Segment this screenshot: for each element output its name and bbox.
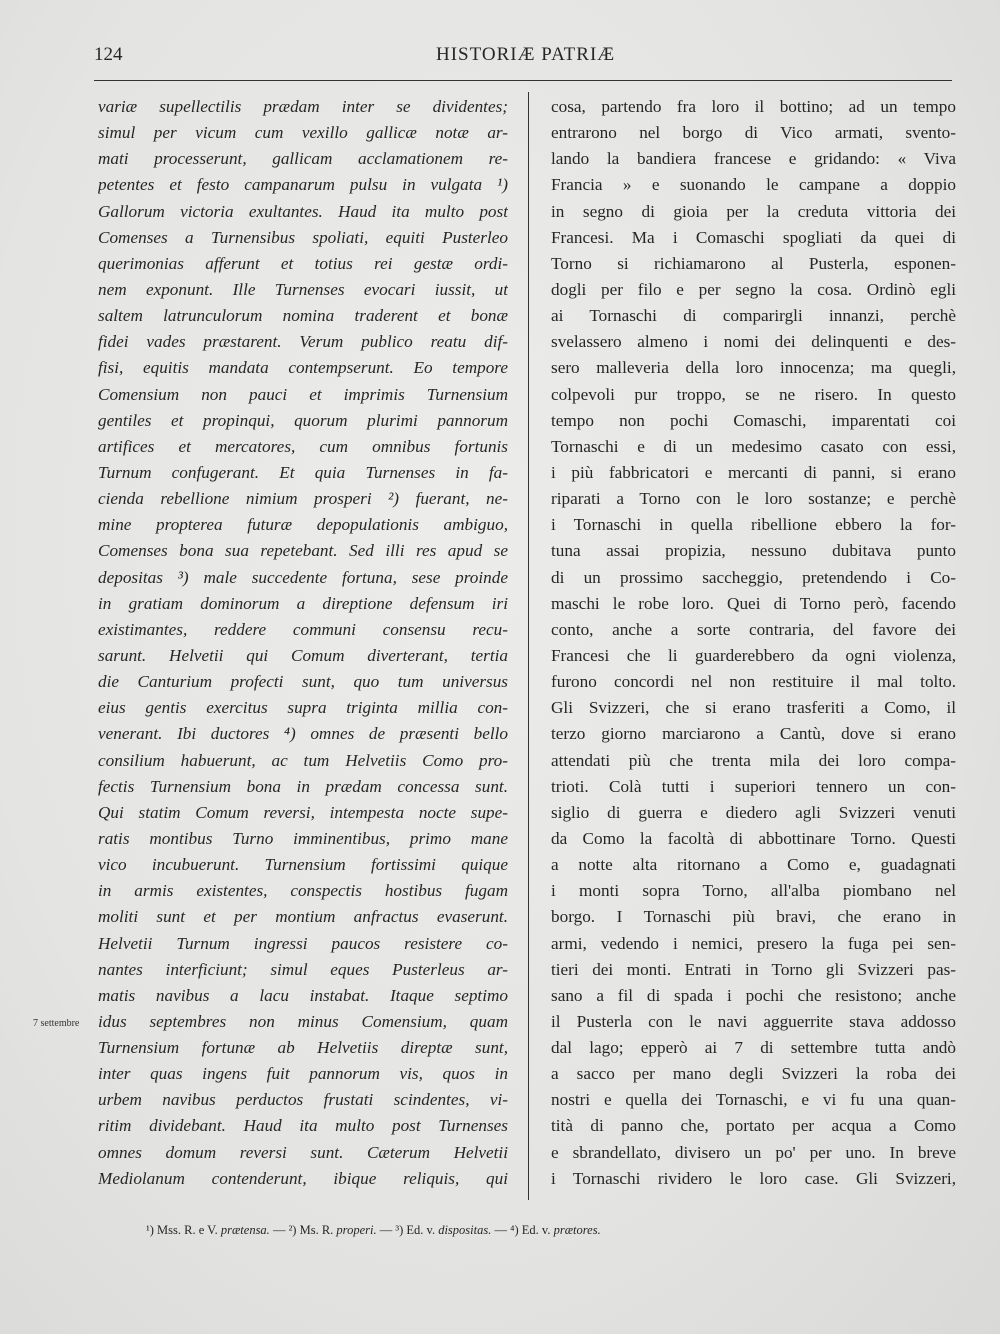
latin-text-line: urbem navibus perductos frustati scindentes, vi- <box>98 1090 508 1110</box>
latin-text-line: Comenses a Turnensibus spoliati, equiti Pusterleo <box>98 227 508 247</box>
italian-text-line: cosa, partendo fra loro il bottino; ad un tempo <box>551 97 956 116</box>
footnote-1-source: ¹) Mss. R. e V. <box>146 1223 218 1237</box>
latin-text-line: in armis existentes, conspectis hostibus fugam <box>98 881 508 901</box>
italian-text-line: entrarono nel borgo di Vico armati, svento- <box>551 123 956 143</box>
italian-text-line: tità di panno che, portato per acqua a Como <box>551 1116 956 1136</box>
latin-text-line: mine propterea futuræ depopulationis ambiguo, <box>98 515 508 535</box>
footnote-3-source: ³) Ed. v. <box>395 1223 436 1237</box>
italian-text-line: terzo giorno marciarono a Cantù, dove si erano <box>551 724 956 744</box>
column-divider <box>528 92 529 1200</box>
italian-text-line: conto, anche a sorte contraria, del favore dei <box>551 619 956 639</box>
footnote-separator: — <box>272 1223 286 1237</box>
margin-note: 7 settembre <box>33 1018 80 1029</box>
italian-text-line: lando la bandiera francese e gridando: « Viva <box>551 149 956 169</box>
italian-column <box>551 94 956 1192</box>
italian-text-line: Tornaschi e di un medesimo casato con essi, <box>551 436 956 456</box>
latin-text-line: existimantes, reddere communi consensu recu- <box>98 619 508 639</box>
italian-text-line: Francesi. Ma i Comaschi spogliati da quei di <box>551 227 956 247</box>
latin-text-line: artifices et mercatores, cum omnibus fortunis <box>98 436 508 456</box>
italian-text-line: borgo. I Tornaschi più bravi, che erano in <box>551 907 956 927</box>
latin-text-line: matis navibus a lacu instabat. Itaque septimo <box>98 985 508 1005</box>
italian-text-line: e sbrandellato, divisero un po' per uno. In breve <box>551 1142 956 1162</box>
latin-text-line: saltem latrunculorum nomina traderent et bonæ <box>98 306 508 326</box>
latin-text-line: Helvetii Turnum ingressi paucos resistere co- <box>98 933 508 953</box>
footnote-4-source: ⁴) Ed. v. <box>510 1223 551 1237</box>
page-number: 124 <box>94 44 123 65</box>
italian-text-line: tuna assai propizia, nessuno dubitava punto <box>551 541 956 561</box>
italian-text-line: sero malleveria della loro innocenza; ma quegli, <box>551 358 956 378</box>
italian-text-line: sano a fil di spada i pochi che resistono; anche <box>551 985 956 1005</box>
latin-text-line: variæ supellectilis prædam inter se dividentes; <box>98 97 508 116</box>
italian-text-line: ai Tornaschi di comparirgli innanzi, perchè <box>551 306 956 326</box>
latin-text-line: cienda rebellione nimium prosperi ²) fuerant, ne- <box>98 489 508 509</box>
italian-text-line: Gli Svizzeri, che si erano trasferiti a Como, il <box>551 698 956 718</box>
latin-text-line: consilium habuerunt, ac tum Helvetiis Como pro- <box>98 750 508 770</box>
italian-text-line: da Como la facoltà di abbottinare Torno. Questi <box>551 828 956 848</box>
italian-text-line: i più fabbricatori e mercanti di panni, si erano <box>551 462 956 482</box>
latin-text-line: moliti sunt et per montium anfractus evaserunt. <box>98 907 508 927</box>
italian-text-line: a sacco per mano degli Svizzeri la roba dei <box>551 1064 956 1084</box>
latin-text-line: Turnum confugerant. Et quia Turnenses in fa- <box>98 462 508 482</box>
latin-column <box>98 94 508 1192</box>
italian-text-line: i Tornaschi rividero le loro case. Gli Svizzeri, <box>551 1168 956 1188</box>
italian-text-line: armi, vedendo i nemici, presero la fuga pei sen- <box>551 933 956 953</box>
latin-text-line: querimonias afferunt et totius rei gestæ ordi- <box>98 253 508 273</box>
italian-text-line: trioti. Colà tutti i superiori tennero un con- <box>551 776 956 796</box>
latin-text-line: venerant. Ibi ductores ⁴) omnes de præsenti bello <box>98 724 508 744</box>
italian-text-line: svelassero almeno i nomi dei delinquenti e des- <box>551 332 956 352</box>
latin-text-line: Gallorum victoria exultantes. Haud ita multo post <box>98 201 508 221</box>
latin-text-line: idus septembres non minus Comensium, quam <box>98 1011 508 1031</box>
italian-text-line: riparati a Torno con le loro sostanze; e perchè <box>551 489 956 509</box>
italian-text-line: maschi le robe loro. Quei di Torno però, facendo <box>551 593 956 613</box>
latin-text-line: Mediolanum contenderunt, ibique reliquis, qui <box>98 1168 508 1188</box>
italian-text-line: nostri e quella dei Tornaschi, e vi fu una quan- <box>551 1090 956 1110</box>
latin-text-line: nantes interficiunt; simul eques Pusterleus ar- <box>98 959 508 979</box>
latin-text-line: ratis montibus Turno imminentibus, primo mane <box>98 828 508 848</box>
latin-text-line: fisi, equitis mandata contempserunt. Eo tempore <box>98 358 508 378</box>
italian-text-line: tieri dei monti. Entrati in Torno gli Svizzeri pas- <box>551 959 956 979</box>
italian-text-line: Francesi che li guarderebbero da ogni violenza, <box>551 645 956 665</box>
footnote-separator: — <box>494 1223 507 1237</box>
italian-text-line: dogli per filo e per segno la cosa. Ordinò egli <box>551 279 956 299</box>
footnote-1-reading: prætensa. <box>220 1223 270 1237</box>
italian-text-line: dal lago; epperò ai 7 di settembre tutta andò <box>551 1038 956 1058</box>
latin-text-line: Turnensium fortunæ ab Helvetiis direptæ sunt, <box>98 1038 508 1058</box>
italian-text-line: attendati più che trenta mila dei loro compa- <box>551 750 956 770</box>
italian-text-line: il Pusterla con le navi agguerrite stava addosso <box>551 1011 956 1031</box>
latin-text-line: in gratiam dominorum a direptione defensum iri <box>98 593 508 613</box>
latin-text-line: nem exponunt. Ille Turnenses evocari iussit, ut <box>98 279 508 299</box>
italian-text-line: siglio di guerra e diedero agli Svizzeri venuti <box>551 802 956 822</box>
latin-text-line: Qui statim Comum reversi, intempesta nocte supe- <box>98 802 508 822</box>
latin-text-line: mati processerunt, gallicam acclamationem re- <box>98 149 508 169</box>
latin-text-line: petentes et festo campanarum pulsu in vulgata ¹) <box>98 175 508 195</box>
header-rule <box>94 80 952 81</box>
latin-text-line: vico incubuerunt. Turnensium fortissimi quique <box>98 855 508 875</box>
page-header <box>94 44 954 76</box>
italian-text-line: i Tornaschi in quella ribellione ebbero la for- <box>551 515 956 535</box>
footnote-4-reading: prætores. <box>553 1223 601 1237</box>
latin-text-line: eius gentis exercitus supra triginta millia con- <box>98 698 508 718</box>
italian-text-line: colpevoli pur troppo, se ne risero. In questo <box>551 384 956 404</box>
latin-text-line: fectis Turnensium bona in prædam concessa sunt. <box>98 776 508 796</box>
latin-text-line: sarunt. Helvetii qui Comum diverterant, tertia <box>98 645 508 665</box>
italian-text-line: Francia » e suonando le campane a doppio <box>551 175 956 195</box>
running-head: HISTORIÆ PATRIÆ <box>436 44 616 65</box>
italian-text-line: tempo non pochi Comaschi, imparentati coi <box>551 410 956 430</box>
italian-text-line: in segno di gioia per la creduta vittoria dei <box>551 201 956 221</box>
latin-text-line: omnes domum reversi sunt. Cæterum Helvetii <box>98 1142 508 1162</box>
latin-text-line: depositas ³) male succedente fortuna, sese proinde <box>98 567 508 587</box>
italian-text-line: i monti sopra Torno, all'alba piombano nel <box>551 881 956 901</box>
latin-text-line: gentiles et propinqui, quorum plurimi pannorum <box>98 410 508 430</box>
latin-text-line: die Canturium profecti sunt, quo tum universus <box>98 672 508 692</box>
italian-text-line: Torno si richiamarono al Pusterla, esponen- <box>551 253 956 273</box>
footnote-2-reading: properi. <box>336 1223 377 1237</box>
italian-text-line: a notte alta ritornano a Como e, guadagnati <box>551 855 956 875</box>
footnote-separator: — <box>379 1223 393 1237</box>
latin-text-line: ritim dividebant. Haud ita multo post Turnenses <box>98 1116 508 1136</box>
latin-text-line: Comenses bona sua repetebant. Sed illi res apud se <box>98 541 508 561</box>
latin-text-line: inter quas ingens fuit pannorum vis, quos in <box>98 1064 508 1084</box>
latin-text-line: fidei vades præstarent. Verum publico reatu dif- <box>98 332 508 352</box>
italian-text-line: furono concordi nel non restituire il mal tolto. <box>551 672 956 692</box>
italian-text-line: di un prossimo saccheggio, pretendendo i Co- <box>551 567 956 587</box>
footnote-3-reading: dispositas. <box>438 1223 492 1237</box>
latin-text-line: simul per vicum cum vexillo gallicæ notæ ar- <box>98 123 508 143</box>
latin-text-line: Comensium non pauci et imprimis Turnensium <box>98 384 508 404</box>
footnotes <box>146 1223 846 1238</box>
footnote-2-source: ²) Ms. R. <box>288 1223 334 1237</box>
